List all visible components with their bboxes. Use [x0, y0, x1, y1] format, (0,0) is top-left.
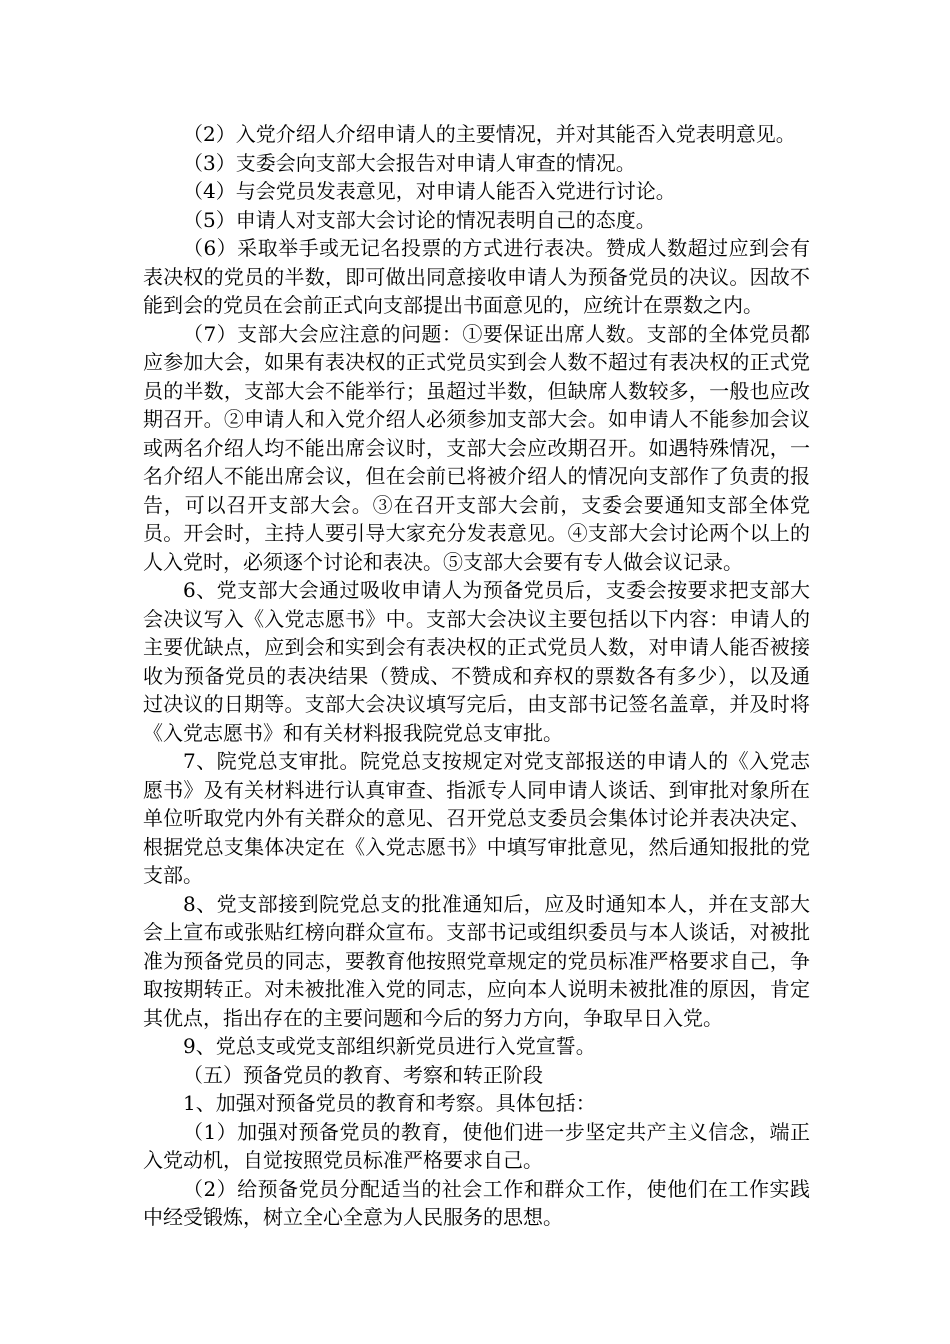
paragraph-4: （5）申请人对支部大会讨论的情况表明自己的态度。: [183, 207, 656, 232]
paragraph-10: 9、党总支或党支部组织新党员进行入党宣誓。: [183, 1034, 596, 1058]
paragraph-12: 1、加强对预备党员的教育和考察。具体包括：: [183, 1091, 596, 1115]
paragraph-13: （1）加强对预备党员的教育，使他们进一步坚定共产主义信念，端正入党动机，自觉按照党员标准严格要求自己。: [143, 1119, 810, 1172]
paragraph-1: （2）入党介绍人介绍申请人的主要情况，并对其能否入党表明意见。: [183, 122, 796, 146]
paragraph-9: 8、党支部接到院党总支的批准通知后，应及时通知本人，并在支部大会上宣布或张贴红榜向群众宣布。支部书记或组织委员与本人谈话，对被批准为预备党员的同志，要教育他按照党章规定的党员标准严格要求自己，争取按期转正。对未被批准入党的同志，应向本人说明未被批准的原因，肯定其优点，指出存在的主要问题和今后的努力方向，争取早日入党。: [143, 891, 810, 1030]
paragraph-14: （2）给预备党员分配适当的社会工作和群众工作，使他们在工作实践中经受锻炼，树立全心全意为人民服务的思想。: [143, 1176, 810, 1229]
paragraph-3: （4）与会党员发表意见，对申请人能否入党进行讨论。: [183, 179, 676, 203]
section-heading: （五）预备党员的教育、考察和转正阶段: [183, 1062, 543, 1087]
paragraph-6: （7）支部大会应注意的问题：①要保证出席人数。支部的全体党员都应参加大会，如果有表决权的正式党员实到会人数不超过有表决权的正式党员的半数，支部大会不能举行；虽超过半数，但缺席人数较多，一般也应改期召开。②申请人和入党介绍人必须参加支部大会。如申请人不能参加会议或两名介绍人均不能出席会议时，支部大会应改期召开。如遇特殊情况，一名介绍人不能出席会议，但在会前已将被介绍人的情况向支部作了负责的报告，可以召开支部大会。③在召开支部大会前，支委会要通知支部全体党员。开会时，主持人要引导大家充分发表意见。④支部大会讨论两个以上的人入党时，必须逐个讨论和表决。⑤支部大会要有专人做会议记录。: [143, 321, 810, 574]
document-body: [143, 120, 810, 1232]
paragraph-8: 7、院党总支审批。院党总支按规定对党支部报送的申请人的《入党志愿书》及有关材料进行认真审查、指派专人同申请人谈话、到审批对象所在单位听取党内外有关群众的意见、召开党总支委员会集体讨论并表决决定、根据党总支集体决定在《入党志愿书》中填写审批意见，然后通知报批的党支部。: [143, 749, 810, 887]
paragraph-2: （3）支委会向支部大会报告对申请人审查的情况。: [183, 150, 636, 175]
paragraph-5: （6）采取举手或无记名投票的方式进行表决。赞成人数超过应到会有表决权的党员的半数，即可做出同意接收申请人为预备党员的决议。因故不能到会的党员在会前正式向支部提出书面意见的，应统计在票数之内。: [143, 236, 810, 317]
paragraph-7: 6、党支部大会通过吸收申请人为预备党员后，支委会按要求把支部大会决议写入《入党志愿书》中。支部大会决议主要包括以下内容：申请人的主要优缺点，应到会和实到会有表决权的正式党员人数，对申请人能否被接收为预备党员的表决结果（赞成、不赞成和弃权的票数各有多少），以及通过决议的日期等。支部大会决议填写完后，由支部书记签名盖章，并及时将《入党志愿书》和有关材料报我院党总支审批。: [143, 578, 810, 745]
